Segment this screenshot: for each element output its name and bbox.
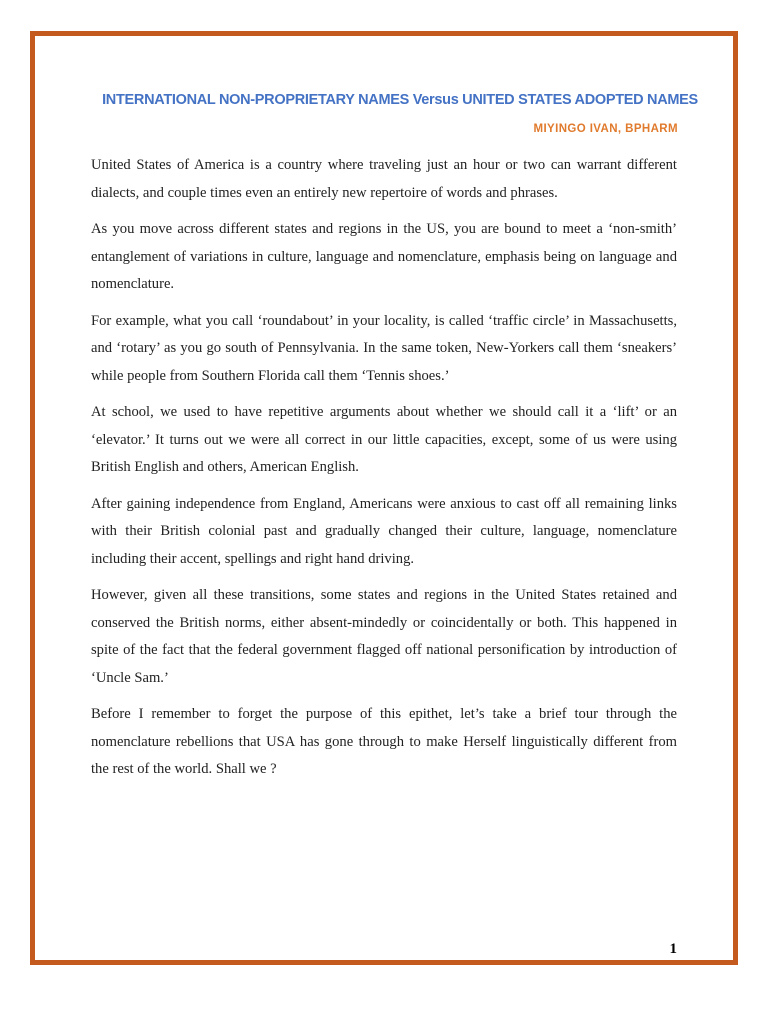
paragraph-1: United States of America is a country where traveling just an hour or two can warrant different dialects, and couple times even an entirely new repertoire of words and phrases. bbox=[91, 157, 677, 201]
document-title: INTERNATIONAL NON-PROPRIETARY NAMES Versus UNITED STATES ADOPTED NAMES bbox=[102, 92, 698, 108]
paragraph-6: However, given all these transitions, some states and regions in the United States retained and conserved the British norms, either absent-mindedly or coincidentally or both. This happened in spite of the fact that the federal government flagged off national personification by introduction of ‘Uncle Sam.’ bbox=[91, 587, 677, 686]
paragraph-7: Before I remember to forget the purpose of this epithet, let’s take a brief tour through the nomenclature rebellions that USA has gone through to make Herself linguistically different from the rest of the world. Shall we ? bbox=[91, 706, 677, 777]
paragraph-2: As you move across different states and regions in the US, you are bound to meet a ‘non-smith’ entanglement of variations in culture, language and nomenclature, emphasis being on language and nomenclature. bbox=[91, 221, 677, 292]
author-byline: MIYINGO IVAN, BPHARM bbox=[533, 123, 678, 135]
paragraph-3: For example, what you call ‘roundabout’ in your locality, is called ‘traffic circle’ in Massachusetts, and ‘rotary’ as you go south of Pennsylvania. In the same token, New-Yorkers call them ‘sneakers’ while people from Southern Florida call them ‘Tennis shoes.’ bbox=[91, 312, 677, 384]
paragraph-5: After gaining independence from England, Americans were anxious to cast off all remaining links with their British colonial past and gradually changed their culture, language, nomenclature including their accent, spellings and right hand driving. bbox=[91, 495, 677, 567]
document-body bbox=[91, 152, 677, 793]
paragraph-4: At school, we used to have repetitive arguments about whether we should call it a ‘lift’ or an ‘elevator.’ It turns out we were all correct in our little capacities, except, some of us were using British English and others, American English. bbox=[91, 404, 677, 475]
page-number: 1 bbox=[669, 941, 677, 957]
